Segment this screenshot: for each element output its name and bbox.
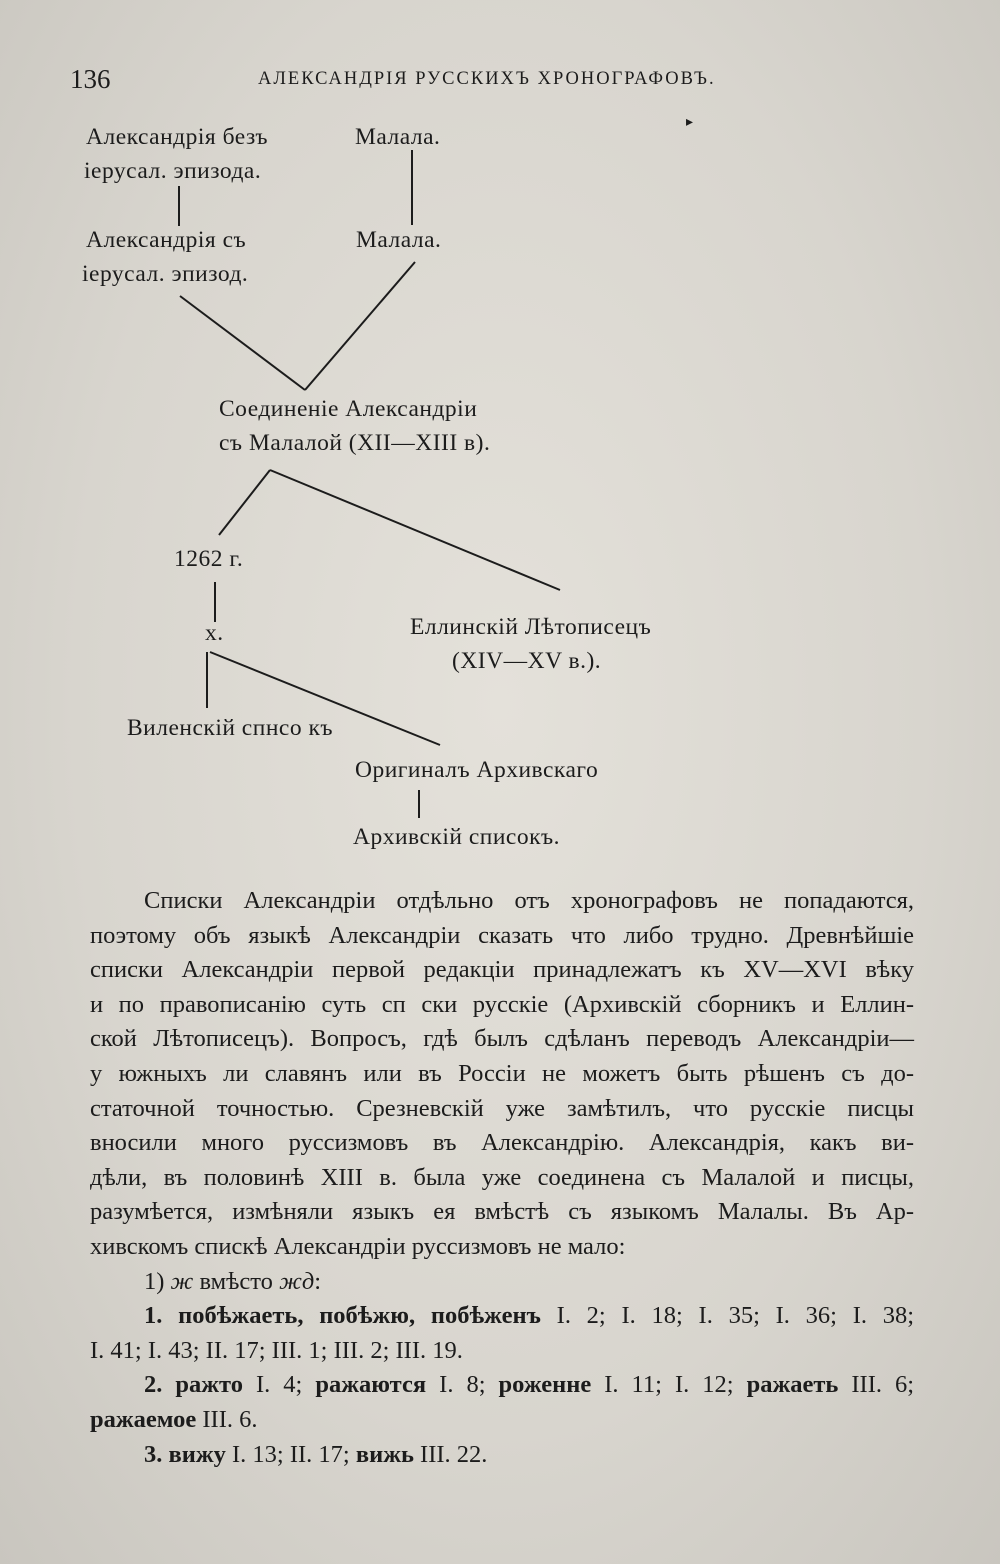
node-malala-2: Малала. xyxy=(356,227,442,253)
sub-item-2 xyxy=(90,1368,914,1403)
node-alexandria-jerusalem-line2: іерусал. эпизод. xyxy=(82,261,249,287)
references: I. 2; I. 18; I. 35; I. 36; I. 38; xyxy=(556,1302,915,1330)
text-line xyxy=(90,1403,914,1438)
node-hellenic-chronicler-line2: (XIV—XV в.). xyxy=(452,648,602,674)
edge-malala2-union xyxy=(305,262,415,390)
item-number: 3. xyxy=(144,1440,163,1468)
church-slavonic-word: вижу xyxy=(168,1440,226,1468)
list-item-1 xyxy=(90,1265,914,1300)
text-line: ской Лѣтописецъ). Вопросъ, гдѣ былъ сдѣланъ переводъ Александріи— xyxy=(90,1025,914,1053)
text-line: поэтому объ языкѣ Александріи сказать что либо трудно. Древнѣйшіе xyxy=(90,921,914,949)
text-line: и по правописанію суть сп ски русскіе (Архивскій сборникъ и Еллин- xyxy=(90,990,914,1018)
item-number: 1. xyxy=(144,1302,163,1330)
references: III. 6. xyxy=(202,1405,258,1433)
text-line: вносили много руссизмовъ въ Александрію. Александрія, какъ ви- xyxy=(90,1129,914,1157)
edge-union-1262 xyxy=(219,470,270,535)
text-span: вмѣсто xyxy=(199,1267,273,1295)
edge-union-hellenic xyxy=(270,470,560,590)
node-union-line2: съ Малалой (XII—XIII в). xyxy=(219,430,491,456)
text-line: у южныхъ ли славянъ или въ Россіи не можетъ быть рѣшенъ съ до- xyxy=(90,1059,914,1087)
text-line: Списки Александріи отдѣльно отъ хронографовъ не попадаются, xyxy=(144,887,914,914)
node-alexandria-no-jerusalem-line2: іерусал. эпизода. xyxy=(84,158,262,184)
body-text xyxy=(90,884,914,1472)
node-vilna-copy: Виленскій спнсо къ xyxy=(127,715,334,741)
node-hellenic-chronicler-line1: Еллинскій Лѣтописецъ xyxy=(410,614,652,640)
church-slavonic-word: вижь xyxy=(355,1440,414,1468)
references: III. 6; xyxy=(851,1371,915,1399)
church-slavonic-word: ражаются xyxy=(315,1371,427,1399)
node-archive-original: Оригиналъ Архивскаго xyxy=(355,757,599,783)
sub-item-3 xyxy=(90,1438,914,1473)
sub-item-1 xyxy=(90,1299,914,1334)
node-alexandria-jerusalem-line1: Александрія съ xyxy=(86,227,247,253)
references: III. 22. xyxy=(420,1440,488,1468)
node-alexandria-no-jerusalem-line1: Александрія безъ xyxy=(86,124,269,150)
text-line: разумѣется, измѣняли языкъ ея вмѣстѣ съ языкомъ Малалы. Въ Ар- xyxy=(90,1198,914,1226)
text-line: дѣли, въ половинѣ XIII в. была уже соединена съ Малалой и писцы, xyxy=(90,1163,914,1191)
edge-alex2-union xyxy=(180,296,305,390)
node-archive-copy: Архивскій списокъ. xyxy=(353,824,561,850)
church-slavonic-word: ражаемое xyxy=(90,1405,197,1433)
page-number: 136 xyxy=(70,64,111,94)
node-union-line1: Соединеніе Александріи xyxy=(219,396,478,422)
text-line: хивскомъ спискѣ Александріи руссизмовъ не мало: xyxy=(90,1232,626,1260)
item-number: 2. xyxy=(144,1371,163,1399)
text-span: : xyxy=(314,1267,322,1295)
node-x: х. xyxy=(205,620,224,646)
node-malala-1: Малала. xyxy=(355,124,441,150)
italic-term: ж xyxy=(170,1267,194,1295)
church-slavonic-word: ражаеть xyxy=(746,1371,839,1399)
item-number: 1) xyxy=(144,1267,165,1295)
church-slavonic-word: ражто xyxy=(175,1371,243,1399)
italic-term: жд xyxy=(279,1267,315,1295)
references: I. 13; II. 17; xyxy=(232,1440,350,1468)
running-head: АЛЕКСАНДРІЯ РУССКИХЪ ХРОНОГРАФОВЪ. xyxy=(258,69,716,89)
node-1262: 1262 г. xyxy=(174,546,244,572)
references: I. 8; xyxy=(439,1371,486,1399)
church-slavonic-words: побѣжаеть, побѣжю, побѣженъ xyxy=(178,1302,541,1330)
references: I. 4; xyxy=(256,1371,303,1399)
ink-speck: ▸ xyxy=(686,115,694,130)
text-line: статочной точностью. Срезневскій уже замѣтилъ, что русскіе писцы xyxy=(90,1094,914,1122)
church-slavonic-word: роженне xyxy=(498,1371,592,1399)
references: I. 11; I. 12; xyxy=(604,1371,734,1399)
text-line: списки Александріи первой редакціи принадлежатъ къ XV—XVI вѣку xyxy=(90,956,914,984)
text-line: I. 41; I. 43; II. 17; III. 1; III. 2; III. 19. xyxy=(90,1336,463,1364)
